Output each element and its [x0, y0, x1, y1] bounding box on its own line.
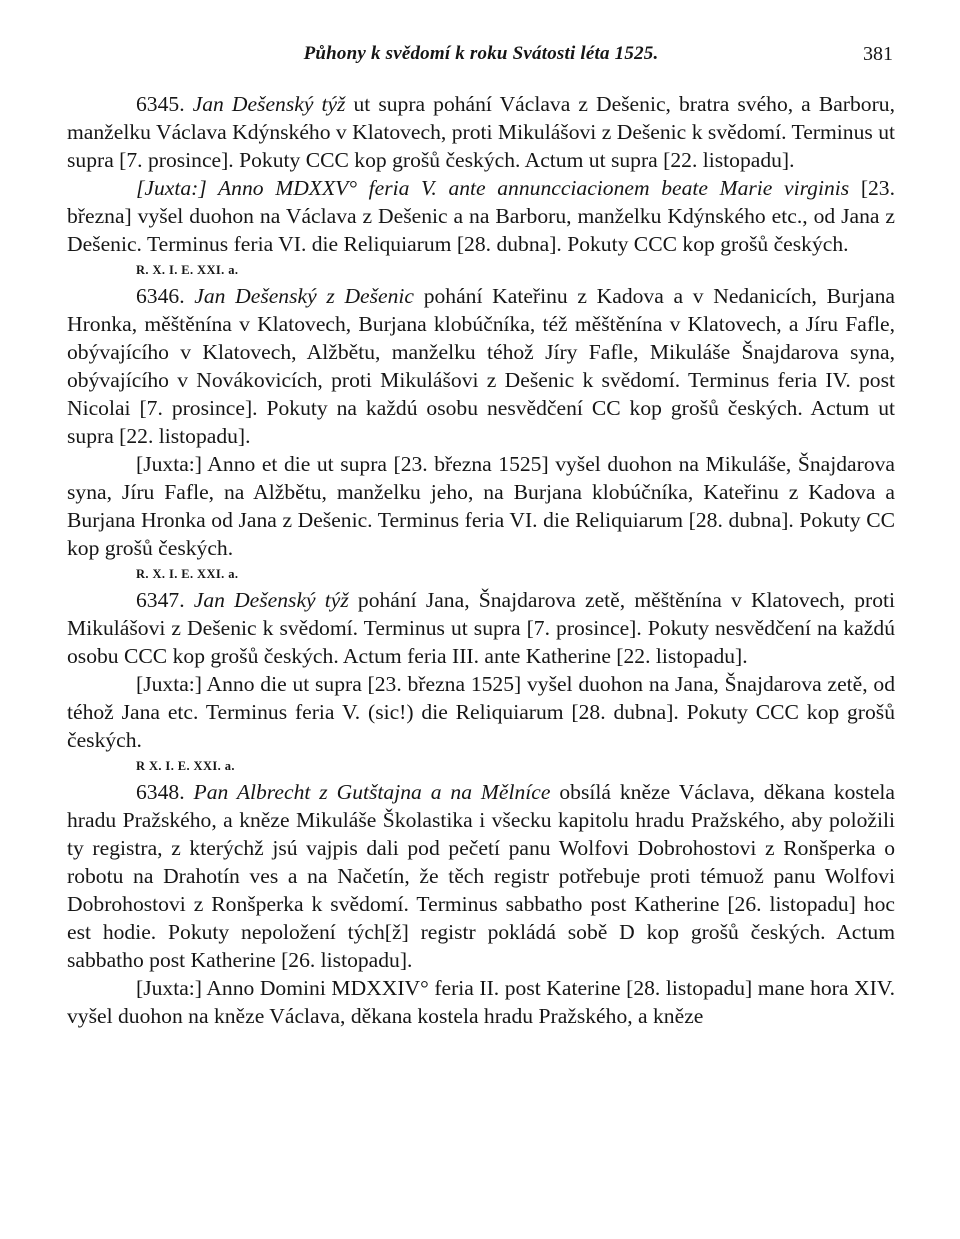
entry-6348	[67, 778, 895, 974]
archive-signature: R. X. I. E. XXI. a.	[136, 567, 239, 581]
juxta-note	[67, 670, 895, 754]
entry-number: 6348.	[136, 780, 185, 804]
juxta-text: [Juxta:] Anno Domini MDXXIV° feria II. post Katerine [28. listopadu] mane hora XIV. vyšel duohon na kněze Václava, děkana kostela hradu Pražského, a kněze	[67, 976, 895, 1028]
page-number: 381	[863, 43, 893, 65]
entry-6346	[67, 282, 895, 450]
entry-6345	[67, 90, 895, 174]
entry-text: obsílá kněze Václava, děkana kostela hradu Pražského, a kněze Mikuláše Školastika i všecku kapitolu hradu Pražského, aby položili ty registra, z kterýchž jsú vajpis dali pod pečetí panu Wolfovi Dobrohostovi z Ronšperka o robotu na Drahotín ves a na Načetín, že těch registr potřebuje proti témuož panu Wolfovi Dobrohostovi z Ronšperka k svědomí. Terminus sabbatho post Katherine [26. listopadu] hoc est hodie. Pokuty nepoložení tých[ž] registr pokládá sobě D kop grošů českých. Actum sabbatho post Katherine [26. listopadu].	[67, 780, 895, 972]
document-body	[67, 90, 895, 1030]
entry-number: 6347.	[136, 588, 185, 612]
entry-number: 6346.	[136, 284, 185, 308]
entry-number: 6345.	[136, 92, 185, 116]
running-header	[67, 36, 895, 72]
archive-signature: R. X. I. E. XXI. a.	[136, 263, 239, 277]
entry-person-name: Jan Dešenský týž	[192, 92, 346, 116]
entry-person-name: Jan Dešenský týž	[193, 588, 349, 612]
entry-text: pohání Kateřinu z Kadova a v Nedanicích, Burjana Hronka, měštěnína v Klatovech, Burjana klobúčníka, též měštěnína v Klatovech, a Jíru Fafle, obývajícího v Klatovech, Alžbětu, manželku téhož Jíry Fafle, Mikuláše Šnajdarova syna, obývajícího v Novákovicích, proti Mikulášovi z Dešenic k svědomí. Terminus feria IV. post Nicolai [7. prosince]. Pokuty na každú osobu nesvědčení CC kop grošů českých. Actum ut supra [22. listopadu].	[67, 284, 895, 448]
juxta-note	[67, 174, 895, 258]
juxta-text: [Juxta:] Anno die ut supra [23. března 1525] vyšel duohon na Jana, Šnajdarova zetě, od téhož Jana etc. Terminus feria V. (sic!) die Reliquiarum [28. dubna]. Pokuty CCC kop grošů českých.	[67, 672, 895, 752]
juxta-text: [23. března] vyšel duohon na Václava z Dešenic a na Barboru, manželku Kdýnského etc., od Jana z Dešenic. Terminus feria VI. die Reliquiarum [28. dubna]. Pokuty CCC kop grošů českých.	[67, 176, 895, 256]
archive-signature: R X. I. E. XXI. a.	[136, 759, 235, 773]
juxta-lead: [Juxta:] Anno MDXXV° feria V. ante annuncciacionem beate Marie virginis	[136, 176, 850, 200]
juxta-note	[67, 974, 895, 1030]
entry-text: ut supra pohání Václava z Dešenic, bratra svého, a Barboru, manželku Václava Kdýnského v Klatovech, proti Mikulášovi z Dešenic k svědomí. Terminus ut supra [7. prosince]. Pokuty CCC kop grošů českých. Actum ut supra [22. listopadu].	[67, 92, 895, 172]
juxta-note	[67, 450, 895, 562]
entry-text: pohání Jana, Šnajdarova zetě, měštěnína v Klatovech, proti Mikulášovi z Dešenic k svědomí. Terminus ut supra [7. prosince]. Pokuty nesvědčení na každú osobu CCC kop grošů českých. Actum feria III. ante Katherine [22. listopadu].	[67, 588, 896, 668]
entry-person-name: Jan Dešenský z Dešenic	[194, 284, 414, 308]
running-title: Půhony k svědomí k roku Svátosti léta 1525.	[303, 43, 659, 64]
juxta-text: [Juxta:] Anno et die ut supra [23. března 1525] vyšel duohon na Mikuláše, Šnajdarova syna, Jíru Fafle, na Alžbětu, manželku jeho, na Burjana klobúčníka, Kateřinu z Kadova a Burjana Hronka od Jana z Dešenic. Terminus feria VI. die Reliquiarum [28. dubna]. Pokuty CC kop grošů českých.	[67, 452, 895, 560]
entry-person-name: Pan Albrecht z Gutštajna a na Mělníce	[193, 780, 551, 804]
document-page	[67, 36, 895, 1030]
entry-6347	[67, 586, 895, 670]
